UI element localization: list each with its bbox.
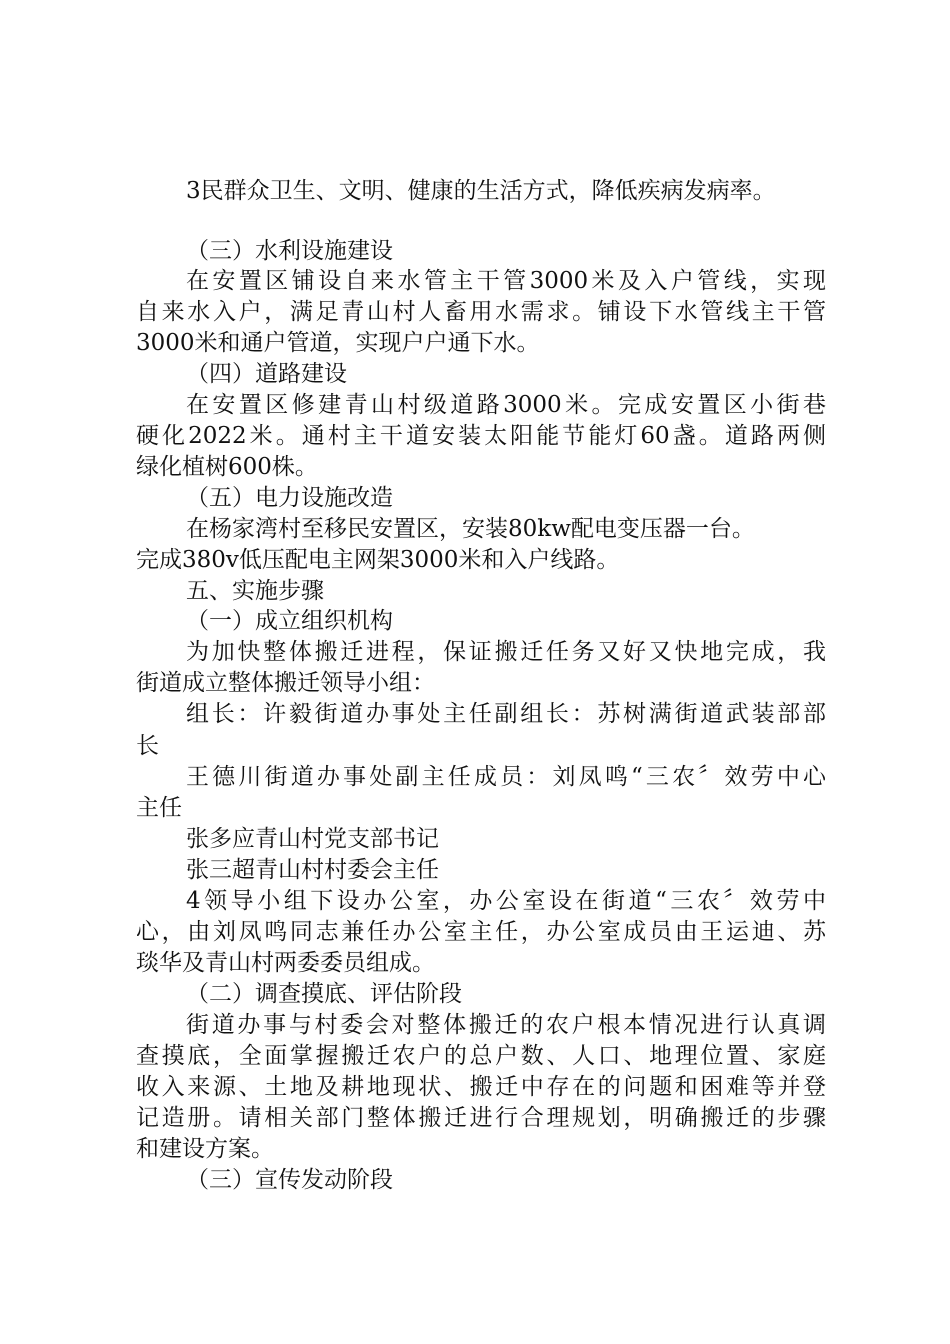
section-heading: （三）水利设施建设 — [186, 238, 393, 264]
text-line: 4领导小组下设办公室，办公室设在街道“三农〞效劳中 — [186, 888, 826, 914]
text-line: 在安置区修建青山村级道路3000米。完成安置区小街巷 — [186, 392, 826, 418]
section-heading: （三）宣传发动阶段 — [186, 1167, 393, 1193]
text-line: 和建设方案。 — [136, 1136, 274, 1162]
text-line: 记造册。请相关部门整体搬迁进行合理规划，明确搬迁的步骤 — [136, 1105, 826, 1131]
chapter-heading: 五、实施步骤 — [186, 578, 324, 604]
text-line: 自来水入户，满足青山村人畜用水需求。铺设下水管线主干管 — [136, 299, 826, 325]
section-heading: （二）调查摸底、评估阶段 — [186, 981, 462, 1007]
text-line: 3民群众卫生、文明、健康的生活方式，降低疾病发病率。 — [186, 178, 776, 204]
text-line: 查摸底，全面掌握搬迁农户的总户数、人口、地理位置、家庭 — [136, 1043, 826, 1069]
text-line: 在安置区铺设自来水管主干管3000米及入户管线，实现 — [186, 268, 826, 294]
text-line: 在杨家湾村至移民安置区，安装80kw配电变压器一台。 — [186, 516, 755, 542]
section-heading: （一）成立组织机构 — [186, 608, 393, 634]
text-line: 3000米和通户管道，实现户户通下水。 — [136, 330, 540, 356]
text-line: 收入来源、土地及耕地现状、搬迁中存在的问题和困难等并登 — [136, 1074, 826, 1100]
text-line: 张多应青山村党支部书记 — [186, 826, 439, 852]
text-line: 街道成立整体搬迁领导小组： — [136, 670, 435, 696]
text-line: 硬化2022米。通村主干道安装太阳能节能灯60盏。道路两侧 — [136, 423, 826, 449]
text-line: 琰华及青山村两委委员组成。 — [136, 950, 435, 976]
text-line: 组长：许毅街道办事处主任副组长：苏树满街道武装部部 — [186, 701, 826, 727]
text-line: 绿化植树600株。 — [136, 454, 318, 480]
text-line: 街道办事与村委会对整体搬迁的农户根本情况进行认真调 — [186, 1012, 826, 1038]
text-line: 长 — [136, 733, 159, 759]
text-line: 为加快整体搬迁进程，保证搬迁任务又好又快地完成，我 — [186, 639, 826, 665]
text-line: 主任 — [136, 795, 182, 821]
text-line: 完成380v低压配电主网架3000米和入户线路。 — [136, 547, 620, 573]
text-line: 王德川街道办事处副主任成员：刘凤鸣“三农〞效劳中心 — [186, 764, 826, 790]
section-heading: （四）道路建设 — [186, 361, 347, 387]
text-line: 心，由刘凤鸣同志兼任办公室主任，办公室成员由王运迪、苏 — [136, 919, 826, 945]
text-line: 张三超青山村村委会主任 — [186, 857, 439, 883]
section-heading: （五）电力设施改造 — [186, 485, 393, 511]
